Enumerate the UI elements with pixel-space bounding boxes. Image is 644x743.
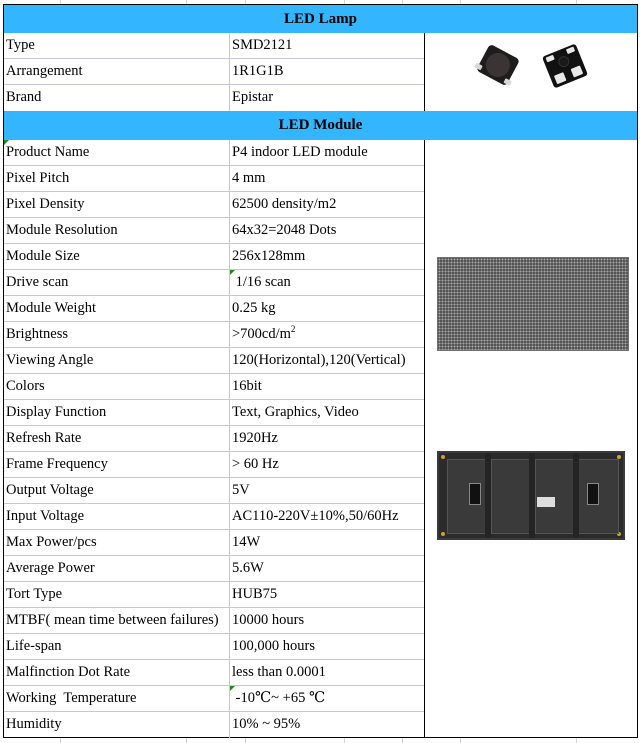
- spec-value: 16bit: [232, 378, 262, 394]
- spec-value: AC110-220V±10%,50/60Hz: [232, 508, 399, 524]
- spec-value: -10℃~ +65 ℃: [232, 690, 326, 706]
- spec-value: 100,000 hours: [232, 638, 315, 654]
- spec-value: 120(Horizontal),120(Vertical): [232, 352, 406, 368]
- spec-value: 5.6W: [232, 560, 264, 576]
- table-row[interactable]: [4, 374, 424, 400]
- spec-value: 14W: [232, 534, 261, 550]
- table-row[interactable]: [4, 85, 424, 111]
- table-row[interactable]: [4, 504, 424, 530]
- spec-label: Frame Frequency: [6, 456, 108, 472]
- spec-label: Humidity: [6, 716, 62, 732]
- spec-label: Brightness: [6, 326, 69, 342]
- spec-value: 62500 density/m2: [232, 196, 337, 212]
- table-row[interactable]: [4, 218, 424, 244]
- table-row[interactable]: [4, 712, 424, 738]
- section-header-led-module: [4, 111, 637, 140]
- table-row[interactable]: [4, 192, 424, 218]
- spec-label: Display Function: [6, 404, 107, 420]
- led-module-image-cell: [425, 140, 637, 737]
- table-row[interactable]: [4, 634, 424, 660]
- table-row[interactable]: [4, 140, 424, 166]
- spec-label: Working Temperature: [6, 690, 137, 706]
- table-row[interactable]: [4, 33, 424, 59]
- table-row[interactable]: [4, 660, 424, 686]
- spec-label: Output Voltage: [6, 482, 94, 498]
- smd-chip-back-icon: [542, 43, 588, 88]
- spec-label: Max Power/pcs: [6, 534, 97, 550]
- spec-label: Pixel Density: [6, 196, 85, 212]
- table-row[interactable]: [4, 452, 424, 478]
- spec-table: [3, 4, 638, 738]
- spec-label: Arrangement: [6, 63, 83, 79]
- table-row[interactable]: [4, 244, 424, 270]
- led-module-back-image: [437, 451, 625, 540]
- spec-label: Type: [6, 37, 35, 53]
- spec-label: Brand: [6, 89, 42, 105]
- spec-label: Module Resolution: [6, 222, 118, 238]
- table-row[interactable]: [4, 400, 424, 426]
- spec-label: Module Weight: [6, 300, 96, 316]
- smd-chip-front-icon: [476, 44, 520, 86]
- spec-value: 1920Hz: [232, 430, 278, 446]
- spec-value: > 60 Hz: [232, 456, 279, 472]
- spec-value: 1R1G1B: [232, 63, 284, 79]
- spec-value: 10000 hours: [232, 612, 305, 628]
- section-header-led-lamp: [4, 5, 637, 33]
- spec-value: SMD2121: [232, 37, 293, 53]
- spec-label: Drive scan: [6, 274, 69, 290]
- led-lamp-image: [425, 33, 637, 111]
- spec-label: Average Power: [6, 560, 95, 576]
- spec-value: 4 mm: [232, 170, 266, 186]
- spec-value: $>700cd/m^2$: [232, 324, 296, 342]
- spec-label: Tort Type: [6, 586, 63, 602]
- spec-value: less than 0.0001: [232, 664, 326, 680]
- spec-value: 256x128mm: [232, 248, 306, 264]
- spec-label: Life-span: [6, 638, 62, 654]
- spec-value: 64x32=2048 Dots: [232, 222, 337, 238]
- table-row[interactable]: [4, 348, 424, 374]
- table-row[interactable]: [4, 478, 424, 504]
- spec-label: Malfinction Dot Rate: [6, 664, 131, 680]
- spec-value: P4 indoor LED module: [232, 144, 368, 160]
- table-row[interactable]: [4, 686, 424, 712]
- spec-label: Viewing Angle: [6, 352, 94, 368]
- table-row[interactable]: [4, 426, 424, 452]
- spec-label: Refresh Rate: [6, 430, 82, 446]
- table-row[interactable]: [4, 582, 424, 608]
- spec-value: 10% ~ 95%: [232, 716, 301, 732]
- spec-value: Text, Graphics, Video: [232, 404, 359, 420]
- spec-value: 0.25 kg: [232, 300, 276, 316]
- spec-value: 5V: [232, 482, 250, 498]
- section-title: LED Module: [278, 117, 363, 133]
- table-row[interactable]: [4, 166, 424, 192]
- table-row[interactable]: [4, 322, 424, 348]
- spec-value: HUB75: [232, 586, 278, 602]
- spec-label: Product Name: [6, 144, 90, 160]
- spec-value: 1/16 scan: [232, 274, 291, 290]
- table-row[interactable]: [4, 556, 424, 582]
- table-row[interactable]: [4, 270, 424, 296]
- spec-label: Colors: [6, 378, 45, 394]
- spec-value: Epistar: [232, 89, 274, 105]
- table-row[interactable]: [4, 296, 424, 322]
- led-module-front-image: [438, 258, 628, 350]
- spec-label: MTBF( mean time between failures): [6, 612, 219, 628]
- section-title: LED Lamp: [284, 10, 357, 27]
- table-row[interactable]: [4, 530, 424, 556]
- table-row[interactable]: [4, 59, 424, 85]
- table-row[interactable]: [4, 608, 424, 634]
- spec-label: Input Voltage: [6, 508, 85, 524]
- spec-label: Pixel Pitch: [6, 170, 70, 186]
- spec-label: Module Size: [6, 248, 80, 264]
